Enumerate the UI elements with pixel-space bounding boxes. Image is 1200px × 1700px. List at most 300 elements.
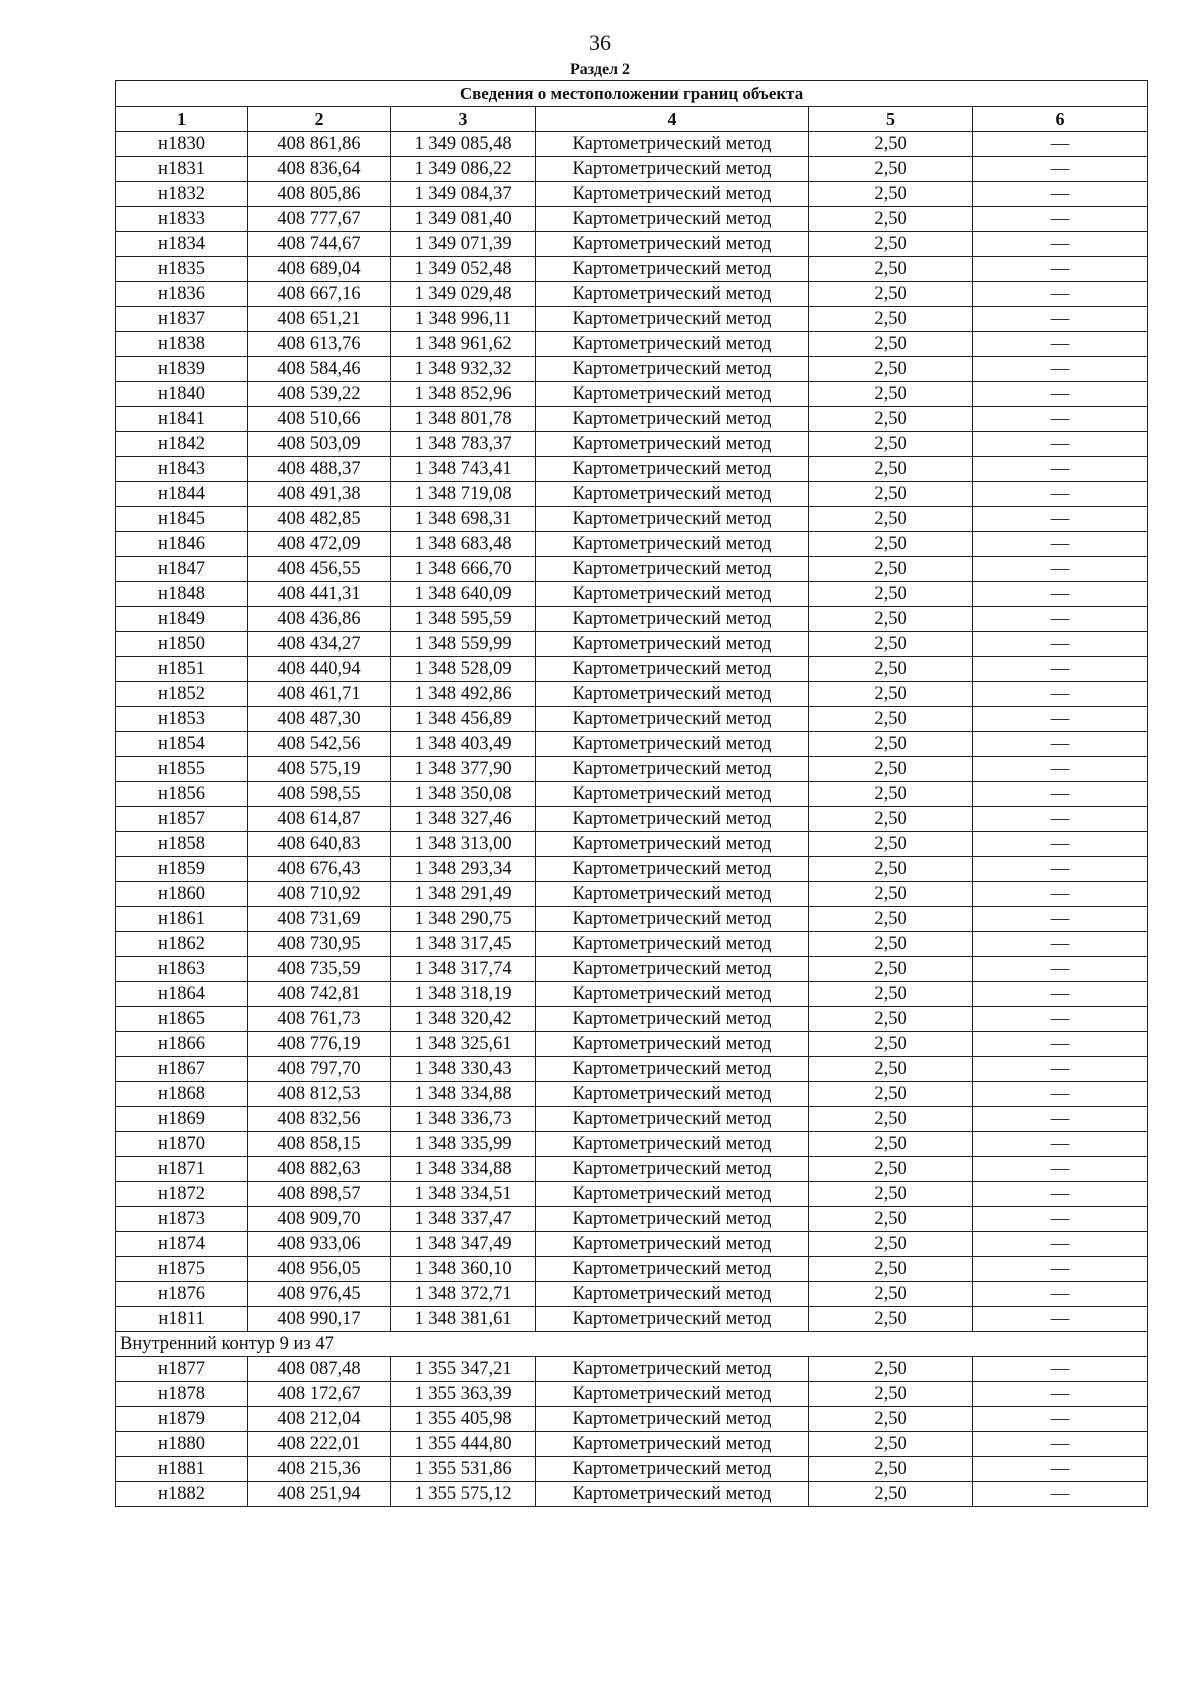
note-cell: — xyxy=(973,982,1148,1007)
table-row xyxy=(116,232,1148,257)
note-cell: — xyxy=(973,182,1148,207)
method-cell: Картометрический метод xyxy=(536,832,809,857)
accuracy-cell: 2,50 xyxy=(809,182,973,207)
table-row xyxy=(116,907,1148,932)
accuracy-cell: 2,50 xyxy=(809,132,973,157)
table-row xyxy=(116,782,1148,807)
accuracy-cell: 2,50 xyxy=(809,482,973,507)
note-cell: — xyxy=(973,1107,1148,1132)
table-row xyxy=(116,732,1148,757)
x-coordinate-cell: 408 441,31 xyxy=(248,582,391,607)
y-coordinate-cell: 1 348 330,43 xyxy=(391,1057,536,1082)
y-coordinate-cell: 1 348 492,86 xyxy=(391,682,536,707)
y-coordinate-cell: 1 348 320,42 xyxy=(391,1007,536,1032)
method-cell: Картометрический метод xyxy=(536,1482,809,1507)
accuracy-cell: 2,50 xyxy=(809,407,973,432)
point-name-cell: н1863 xyxy=(116,957,248,982)
x-coordinate-cell: 408 575,19 xyxy=(248,757,391,782)
method-cell: Картометрический метод xyxy=(536,507,809,532)
y-coordinate-cell: 1 348 996,11 xyxy=(391,307,536,332)
table-row xyxy=(116,357,1148,382)
table-row xyxy=(116,607,1148,632)
table-row xyxy=(116,582,1148,607)
accuracy-cell: 2,50 xyxy=(809,307,973,332)
method-cell: Картометрический метод xyxy=(536,1007,809,1032)
accuracy-cell: 2,50 xyxy=(809,1182,973,1207)
x-coordinate-cell: 408 584,46 xyxy=(248,357,391,382)
note-cell: — xyxy=(973,257,1148,282)
x-coordinate-cell: 408 956,05 xyxy=(248,1257,391,1282)
column-header: 1 xyxy=(116,107,248,132)
method-cell: Картометрический метод xyxy=(536,982,809,1007)
y-coordinate-cell: 1 348 640,09 xyxy=(391,582,536,607)
note-cell: — xyxy=(973,582,1148,607)
column-header: 2 xyxy=(248,107,391,132)
y-coordinate-cell: 1 355 347,21 xyxy=(391,1357,536,1382)
accuracy-cell: 2,50 xyxy=(809,1357,973,1382)
note-cell: — xyxy=(973,532,1148,557)
x-coordinate-cell: 408 434,27 xyxy=(248,632,391,657)
accuracy-cell: 2,50 xyxy=(809,607,973,632)
point-name-cell: н1845 xyxy=(116,507,248,532)
x-coordinate-cell: 408 487,30 xyxy=(248,707,391,732)
method-cell: Картометрический метод xyxy=(536,1432,809,1457)
method-cell: Картометрический метод xyxy=(536,257,809,282)
accuracy-cell: 2,50 xyxy=(809,1382,973,1407)
x-coordinate-cell: 408 976,45 xyxy=(248,1282,391,1307)
table-row xyxy=(116,182,1148,207)
note-cell: — xyxy=(973,1182,1148,1207)
accuracy-cell: 2,50 xyxy=(809,657,973,682)
table-row xyxy=(116,1207,1148,1232)
y-coordinate-cell: 1 355 405,98 xyxy=(391,1407,536,1432)
column-header-row xyxy=(116,107,1148,132)
point-name-cell: н1876 xyxy=(116,1282,248,1307)
point-name-cell: н1877 xyxy=(116,1357,248,1382)
note-cell: — xyxy=(973,1232,1148,1257)
y-coordinate-cell: 1 348 403,49 xyxy=(391,732,536,757)
table-title: Сведения о местоположении границ объекта xyxy=(116,81,1148,107)
point-name-cell: н1861 xyxy=(116,907,248,932)
accuracy-cell: 2,50 xyxy=(809,907,973,932)
note-cell: — xyxy=(973,1132,1148,1157)
accuracy-cell: 2,50 xyxy=(809,207,973,232)
table-row xyxy=(116,857,1148,882)
method-cell: Картометрический метод xyxy=(536,907,809,932)
y-coordinate-cell: 1 348 334,51 xyxy=(391,1182,536,1207)
table-row xyxy=(116,1482,1148,1507)
table-row xyxy=(116,282,1148,307)
accuracy-cell: 2,50 xyxy=(809,707,973,732)
accuracy-cell: 2,50 xyxy=(809,1482,973,1507)
y-coordinate-cell: 1 348 337,47 xyxy=(391,1207,536,1232)
x-coordinate-cell: 408 491,38 xyxy=(248,482,391,507)
point-name-cell: н1866 xyxy=(116,1032,248,1057)
point-name-cell: н1839 xyxy=(116,357,248,382)
point-name-cell: н1853 xyxy=(116,707,248,732)
note-cell: — xyxy=(973,907,1148,932)
point-name-cell: н1836 xyxy=(116,282,248,307)
point-name-cell: н1844 xyxy=(116,482,248,507)
note-cell: — xyxy=(973,707,1148,732)
point-name-cell: н1840 xyxy=(116,382,248,407)
x-coordinate-cell: 408 805,86 xyxy=(248,182,391,207)
table-row xyxy=(116,1032,1148,1057)
point-name-cell: н1841 xyxy=(116,407,248,432)
y-coordinate-cell: 1 348 334,88 xyxy=(391,1157,536,1182)
table-row xyxy=(116,1007,1148,1032)
note-cell: — xyxy=(973,132,1148,157)
table-row xyxy=(116,1182,1148,1207)
x-coordinate-cell: 408 832,56 xyxy=(248,1107,391,1132)
note-cell: — xyxy=(973,432,1148,457)
x-coordinate-cell: 408 777,67 xyxy=(248,207,391,232)
table-row xyxy=(116,1157,1148,1182)
accuracy-cell: 2,50 xyxy=(809,1107,973,1132)
note-cell: — xyxy=(973,1482,1148,1507)
accuracy-cell: 2,50 xyxy=(809,1232,973,1257)
method-cell: Картометрический метод xyxy=(536,707,809,732)
table-row xyxy=(116,657,1148,682)
y-coordinate-cell: 1 355 575,12 xyxy=(391,1482,536,1507)
note-cell: — xyxy=(973,1207,1148,1232)
method-cell: Картометрический метод xyxy=(536,857,809,882)
point-name-cell: н1862 xyxy=(116,932,248,957)
note-cell: — xyxy=(973,307,1148,332)
point-name-cell: н1835 xyxy=(116,257,248,282)
point-name-cell: н1851 xyxy=(116,657,248,682)
table-row xyxy=(116,482,1148,507)
method-cell: Картометрический метод xyxy=(536,1157,809,1182)
method-cell: Картометрический метод xyxy=(536,532,809,557)
point-name-cell: н1838 xyxy=(116,332,248,357)
note-cell: — xyxy=(973,1457,1148,1482)
note-cell: — xyxy=(973,1057,1148,1082)
note-cell: — xyxy=(973,732,1148,757)
table-row xyxy=(116,1057,1148,1082)
point-name-cell: н1859 xyxy=(116,857,248,882)
note-cell: — xyxy=(973,157,1148,182)
x-coordinate-cell: 408 456,55 xyxy=(248,557,391,582)
accuracy-cell: 2,50 xyxy=(809,282,973,307)
method-cell: Картометрический метод xyxy=(536,1307,809,1332)
x-coordinate-cell: 408 640,83 xyxy=(248,832,391,857)
method-cell: Картометрический метод xyxy=(536,582,809,607)
point-name-cell: н1878 xyxy=(116,1382,248,1407)
method-cell: Картометрический метод xyxy=(536,1207,809,1232)
y-coordinate-cell: 1 349 085,48 xyxy=(391,132,536,157)
accuracy-cell: 2,50 xyxy=(809,557,973,582)
point-name-cell: н1811 xyxy=(116,1307,248,1332)
x-coordinate-cell: 408 488,37 xyxy=(248,457,391,482)
point-name-cell: н1830 xyxy=(116,132,248,157)
table-row xyxy=(116,1082,1148,1107)
method-cell: Картометрический метод xyxy=(536,1182,809,1207)
x-coordinate-cell: 408 172,67 xyxy=(248,1382,391,1407)
x-coordinate-cell: 408 836,64 xyxy=(248,157,391,182)
note-cell: — xyxy=(973,1282,1148,1307)
x-coordinate-cell: 408 503,09 xyxy=(248,432,391,457)
table-title-row xyxy=(116,81,1148,107)
x-coordinate-cell: 408 472,09 xyxy=(248,532,391,557)
point-name-cell: н1846 xyxy=(116,532,248,557)
accuracy-cell: 2,50 xyxy=(809,757,973,782)
point-name-cell: н1834 xyxy=(116,232,248,257)
x-coordinate-cell: 408 812,53 xyxy=(248,1082,391,1107)
note-cell: — xyxy=(973,207,1148,232)
x-coordinate-cell: 408 482,85 xyxy=(248,507,391,532)
method-cell: Картометрический метод xyxy=(536,732,809,757)
accuracy-cell: 2,50 xyxy=(809,1307,973,1332)
y-coordinate-cell: 1 348 334,88 xyxy=(391,1082,536,1107)
method-cell: Картометрический метод xyxy=(536,207,809,232)
accuracy-cell: 2,50 xyxy=(809,1432,973,1457)
accuracy-cell: 2,50 xyxy=(809,507,973,532)
point-name-cell: н1850 xyxy=(116,632,248,657)
x-coordinate-cell: 408 933,06 xyxy=(248,1232,391,1257)
x-coordinate-cell: 408 898,57 xyxy=(248,1182,391,1207)
y-coordinate-cell: 1 348 290,75 xyxy=(391,907,536,932)
accuracy-cell: 2,50 xyxy=(809,532,973,557)
table-row xyxy=(116,882,1148,907)
accuracy-cell: 2,50 xyxy=(809,1082,973,1107)
x-coordinate-cell: 408 598,55 xyxy=(248,782,391,807)
table-row xyxy=(116,1432,1148,1457)
column-header: 5 xyxy=(809,107,973,132)
y-coordinate-cell: 1 348 559,99 xyxy=(391,632,536,657)
x-coordinate-cell: 408 731,69 xyxy=(248,907,391,932)
x-coordinate-cell: 408 990,17 xyxy=(248,1307,391,1332)
note-cell: — xyxy=(973,932,1148,957)
x-coordinate-cell: 408 667,16 xyxy=(248,282,391,307)
point-name-cell: н1882 xyxy=(116,1482,248,1507)
accuracy-cell: 2,50 xyxy=(809,1407,973,1432)
note-cell: — xyxy=(973,882,1148,907)
table-row xyxy=(116,1307,1148,1332)
accuracy-cell: 2,50 xyxy=(809,457,973,482)
x-coordinate-cell: 408 744,67 xyxy=(248,232,391,257)
method-cell: Картометрический метод xyxy=(536,332,809,357)
method-cell: Картометрический метод xyxy=(536,1057,809,1082)
point-name-cell: н1858 xyxy=(116,832,248,857)
table-row xyxy=(116,132,1148,157)
y-coordinate-cell: 1 348 456,89 xyxy=(391,707,536,732)
accuracy-cell: 2,50 xyxy=(809,1457,973,1482)
accuracy-cell: 2,50 xyxy=(809,357,973,382)
x-coordinate-cell: 408 613,76 xyxy=(248,332,391,357)
table-row xyxy=(116,457,1148,482)
table-row xyxy=(116,1407,1148,1432)
table-row xyxy=(116,982,1148,1007)
point-name-cell: н1875 xyxy=(116,1257,248,1282)
note-cell: — xyxy=(973,507,1148,532)
y-coordinate-cell: 1 348 683,48 xyxy=(391,532,536,557)
y-coordinate-cell: 1 348 961,62 xyxy=(391,332,536,357)
note-cell: — xyxy=(973,1432,1148,1457)
accuracy-cell: 2,50 xyxy=(809,1207,973,1232)
table-row xyxy=(116,532,1148,557)
y-coordinate-cell: 1 348 293,34 xyxy=(391,857,536,882)
y-coordinate-cell: 1 348 347,49 xyxy=(391,1232,536,1257)
point-name-cell: н1860 xyxy=(116,882,248,907)
table-row xyxy=(116,557,1148,582)
x-coordinate-cell: 408 776,19 xyxy=(248,1032,391,1057)
method-cell: Картометрический метод xyxy=(536,807,809,832)
method-cell: Картометрический метод xyxy=(536,132,809,157)
point-name-cell: н1873 xyxy=(116,1207,248,1232)
x-coordinate-cell: 408 730,95 xyxy=(248,932,391,957)
x-coordinate-cell: 408 742,81 xyxy=(248,982,391,1007)
x-coordinate-cell: 408 909,70 xyxy=(248,1207,391,1232)
table-row xyxy=(116,1282,1148,1307)
point-name-cell: н1865 xyxy=(116,1007,248,1032)
contour-label: Внутренний контур 9 из 47 xyxy=(116,1332,1148,1357)
method-cell: Картометрический метод xyxy=(536,282,809,307)
y-coordinate-cell: 1 348 372,71 xyxy=(391,1282,536,1307)
accuracy-cell: 2,50 xyxy=(809,1057,973,1082)
table-row xyxy=(116,1257,1148,1282)
x-coordinate-cell: 408 614,87 xyxy=(248,807,391,832)
x-coordinate-cell: 408 797,70 xyxy=(248,1057,391,1082)
accuracy-cell: 2,50 xyxy=(809,1007,973,1032)
contour-label-row xyxy=(116,1332,1148,1357)
method-cell: Картометрический метод xyxy=(536,557,809,582)
note-cell: — xyxy=(973,482,1148,507)
table-row xyxy=(116,1232,1148,1257)
x-coordinate-cell: 408 539,22 xyxy=(248,382,391,407)
table-row xyxy=(116,382,1148,407)
table-row xyxy=(116,1382,1148,1407)
accuracy-cell: 2,50 xyxy=(809,782,973,807)
accuracy-cell: 2,50 xyxy=(809,157,973,182)
point-name-cell: н1857 xyxy=(116,807,248,832)
column-header: 4 xyxy=(536,107,809,132)
note-cell: — xyxy=(973,1007,1148,1032)
method-cell: Картометрический метод xyxy=(536,657,809,682)
point-name-cell: н1848 xyxy=(116,582,248,607)
table-row xyxy=(116,432,1148,457)
point-name-cell: н1864 xyxy=(116,982,248,1007)
note-cell: — xyxy=(973,607,1148,632)
note-cell: — xyxy=(973,557,1148,582)
note-cell: — xyxy=(973,857,1148,882)
method-cell: Картометрический метод xyxy=(536,782,809,807)
accuracy-cell: 2,50 xyxy=(809,957,973,982)
method-cell: Картометрический метод xyxy=(536,382,809,407)
accuracy-cell: 2,50 xyxy=(809,382,973,407)
method-cell: Картометрический метод xyxy=(536,232,809,257)
accuracy-cell: 2,50 xyxy=(809,682,973,707)
accuracy-cell: 2,50 xyxy=(809,932,973,957)
accuracy-cell: 2,50 xyxy=(809,582,973,607)
point-name-cell: н1874 xyxy=(116,1232,248,1257)
point-name-cell: н1843 xyxy=(116,457,248,482)
accuracy-cell: 2,50 xyxy=(809,1032,973,1057)
table-row xyxy=(116,257,1148,282)
note-cell: — xyxy=(973,1307,1148,1332)
point-name-cell: н1854 xyxy=(116,732,248,757)
table-row xyxy=(116,682,1148,707)
table-row xyxy=(116,1457,1148,1482)
method-cell: Картометрический метод xyxy=(536,157,809,182)
point-name-cell: н1847 xyxy=(116,557,248,582)
y-coordinate-cell: 1 348 327,46 xyxy=(391,807,536,832)
note-cell: — xyxy=(973,457,1148,482)
accuracy-cell: 2,50 xyxy=(809,732,973,757)
y-coordinate-cell: 1 349 081,40 xyxy=(391,207,536,232)
y-coordinate-cell: 1 348 325,61 xyxy=(391,1032,536,1057)
accuracy-cell: 2,50 xyxy=(809,832,973,857)
x-coordinate-cell: 408 761,73 xyxy=(248,1007,391,1032)
y-coordinate-cell: 1 348 852,96 xyxy=(391,382,536,407)
y-coordinate-cell: 1 348 317,74 xyxy=(391,957,536,982)
x-coordinate-cell: 408 858,15 xyxy=(248,1132,391,1157)
point-name-cell: н1880 xyxy=(116,1432,248,1457)
point-name-cell: н1832 xyxy=(116,182,248,207)
note-cell: — xyxy=(973,1082,1148,1107)
note-cell: — xyxy=(973,757,1148,782)
y-coordinate-cell: 1 348 377,90 xyxy=(391,757,536,782)
coordinates-table xyxy=(115,80,1148,1507)
point-name-cell: н1856 xyxy=(116,782,248,807)
x-coordinate-cell: 408 087,48 xyxy=(248,1357,391,1382)
method-cell: Картометрический метод xyxy=(536,307,809,332)
y-coordinate-cell: 1 348 932,32 xyxy=(391,357,536,382)
y-coordinate-cell: 1 349 086,22 xyxy=(391,157,536,182)
note-cell: — xyxy=(973,682,1148,707)
table-row xyxy=(116,1107,1148,1132)
y-coordinate-cell: 1 348 666,70 xyxy=(391,557,536,582)
accuracy-cell: 2,50 xyxy=(809,1257,973,1282)
page-number: 36 xyxy=(589,30,611,55)
note-cell: — xyxy=(973,657,1148,682)
note-cell: — xyxy=(973,782,1148,807)
y-coordinate-cell: 1 348 318,19 xyxy=(391,982,536,1007)
x-coordinate-cell: 408 710,92 xyxy=(248,882,391,907)
accuracy-cell: 2,50 xyxy=(809,1282,973,1307)
method-cell: Картометрический метод xyxy=(536,482,809,507)
accuracy-cell: 2,50 xyxy=(809,432,973,457)
accuracy-cell: 2,50 xyxy=(809,632,973,657)
method-cell: Картометрический метод xyxy=(536,1457,809,1482)
note-cell: — xyxy=(973,632,1148,657)
x-coordinate-cell: 408 861,86 xyxy=(248,132,391,157)
method-cell: Картометрический метод xyxy=(536,457,809,482)
x-coordinate-cell: 408 651,21 xyxy=(248,307,391,332)
point-name-cell: н1837 xyxy=(116,307,248,332)
method-cell: Картометрический метод xyxy=(536,632,809,657)
y-coordinate-cell: 1 349 029,48 xyxy=(391,282,536,307)
accuracy-cell: 2,50 xyxy=(809,257,973,282)
y-coordinate-cell: 1 355 531,86 xyxy=(391,1457,536,1482)
table-row xyxy=(116,207,1148,232)
x-coordinate-cell: 408 542,56 xyxy=(248,732,391,757)
accuracy-cell: 2,50 xyxy=(809,1132,973,1157)
note-cell: — xyxy=(973,1032,1148,1057)
y-coordinate-cell: 1 348 719,08 xyxy=(391,482,536,507)
y-coordinate-cell: 1 348 291,49 xyxy=(391,882,536,907)
point-name-cell: н1842 xyxy=(116,432,248,457)
method-cell: Картометрический метод xyxy=(536,957,809,982)
table-row xyxy=(116,932,1148,957)
x-coordinate-cell: 408 251,94 xyxy=(248,1482,391,1507)
method-cell: Картометрический метод xyxy=(536,432,809,457)
y-coordinate-cell: 1 349 052,48 xyxy=(391,257,536,282)
table-row xyxy=(116,507,1148,532)
x-coordinate-cell: 408 222,01 xyxy=(248,1432,391,1457)
table-row xyxy=(116,332,1148,357)
table-row xyxy=(116,407,1148,432)
